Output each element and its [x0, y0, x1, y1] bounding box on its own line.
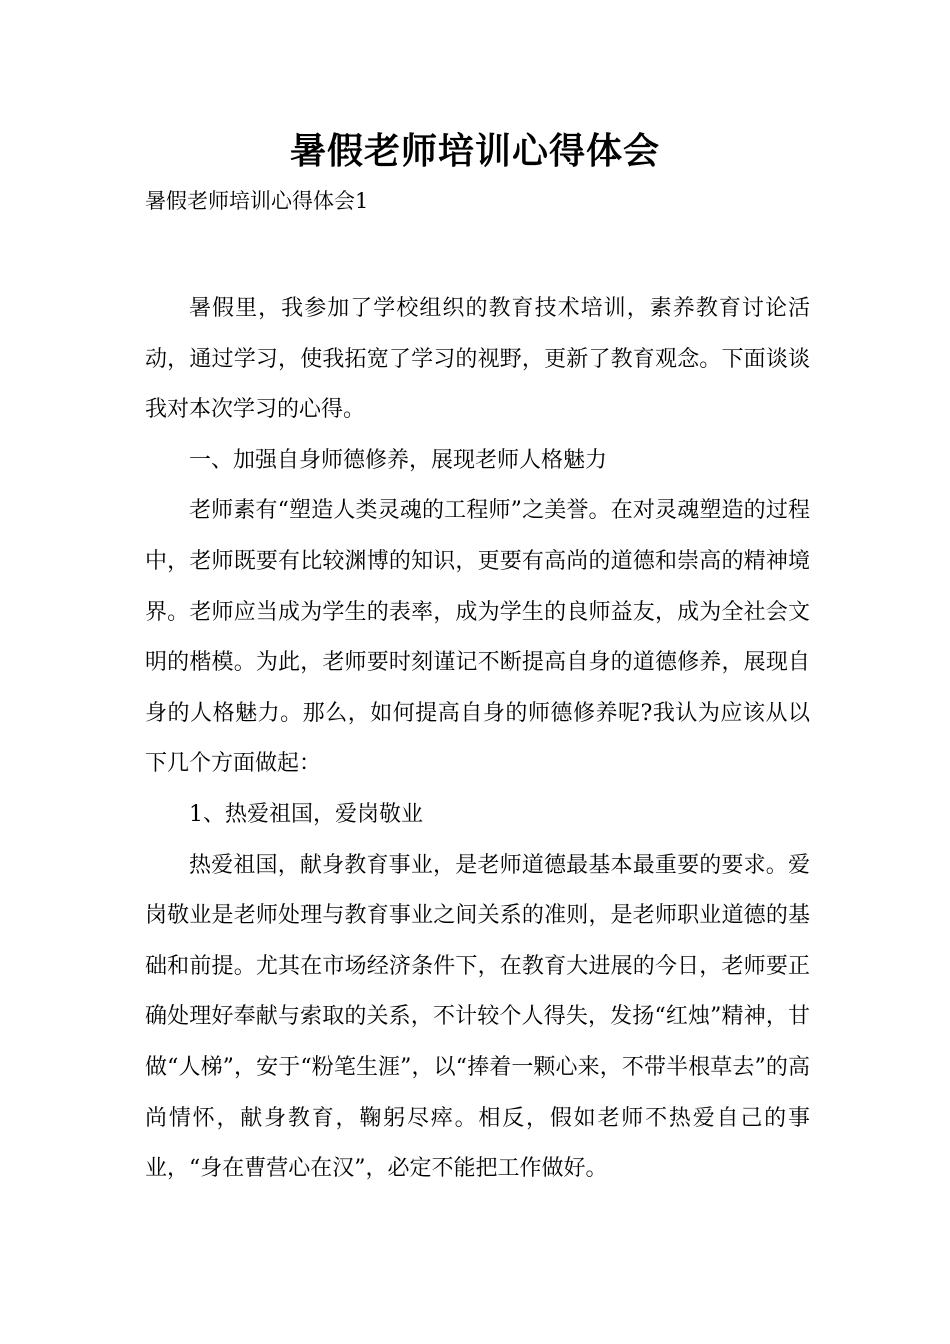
subsection-heading-patriotism: 1、热爱祖国，爱岗敬业 [189, 801, 423, 827]
document-subtitle: 暑假老师培训心得体会1 [145, 189, 369, 213]
paragraph-ethics: 老师素有“塑造人类灵魂的工程师”之美誉。在对灵魂塑造的过程中，老师既要有比较渊博的知识，更要有高尚的道德和崇高的精神境界。老师应当成为学生的表率，成为学生的良师益友，成为全社会文明的楷模。为此，老师要时刻谨记不断提高自身的道德修养，展现自身的人格魅力。那么，如何提高自身的师德修养呢?我认为应该从以下几个方面做起： [145, 498, 810, 777]
paragraph-intro: 暑假里，我参加了学校组织的教育技术培训，素养教育讨论活动，通过学习，使我拓宽了学习的视野，更新了教育观念。下面谈谈我对本次学习的心得。 [145, 296, 810, 423]
section-heading-ethics: 一、加强自身师德修养，展现老师人格魅力 [189, 447, 608, 473]
document-body [145, 284, 810, 1195]
paragraph-patriotism: 热爱祖国，献身教育事业，是老师道德最基本最重要的要求。爱岗敬业是老师处理与教育事业之间关系的准则，是老师职业道德的基础和前提。尤其在市场经济条件下，在教育大进展的今日，老师要正确处理好奉献与索取的关系，不计较个人得失，发扬“红烛”精神，甘做“人梯”，安于“粉笔生涯”，以“捧着一颗心来，不带半根草去”的高尚情怀，献身教育，鞠躬尽瘁。相反，假如老师不热爱自己的事业，“身在曹营心在汉”，必定不能把工作做好。 [145, 852, 810, 1182]
document-title: 暑假老师培训心得体会 [289, 130, 660, 172]
